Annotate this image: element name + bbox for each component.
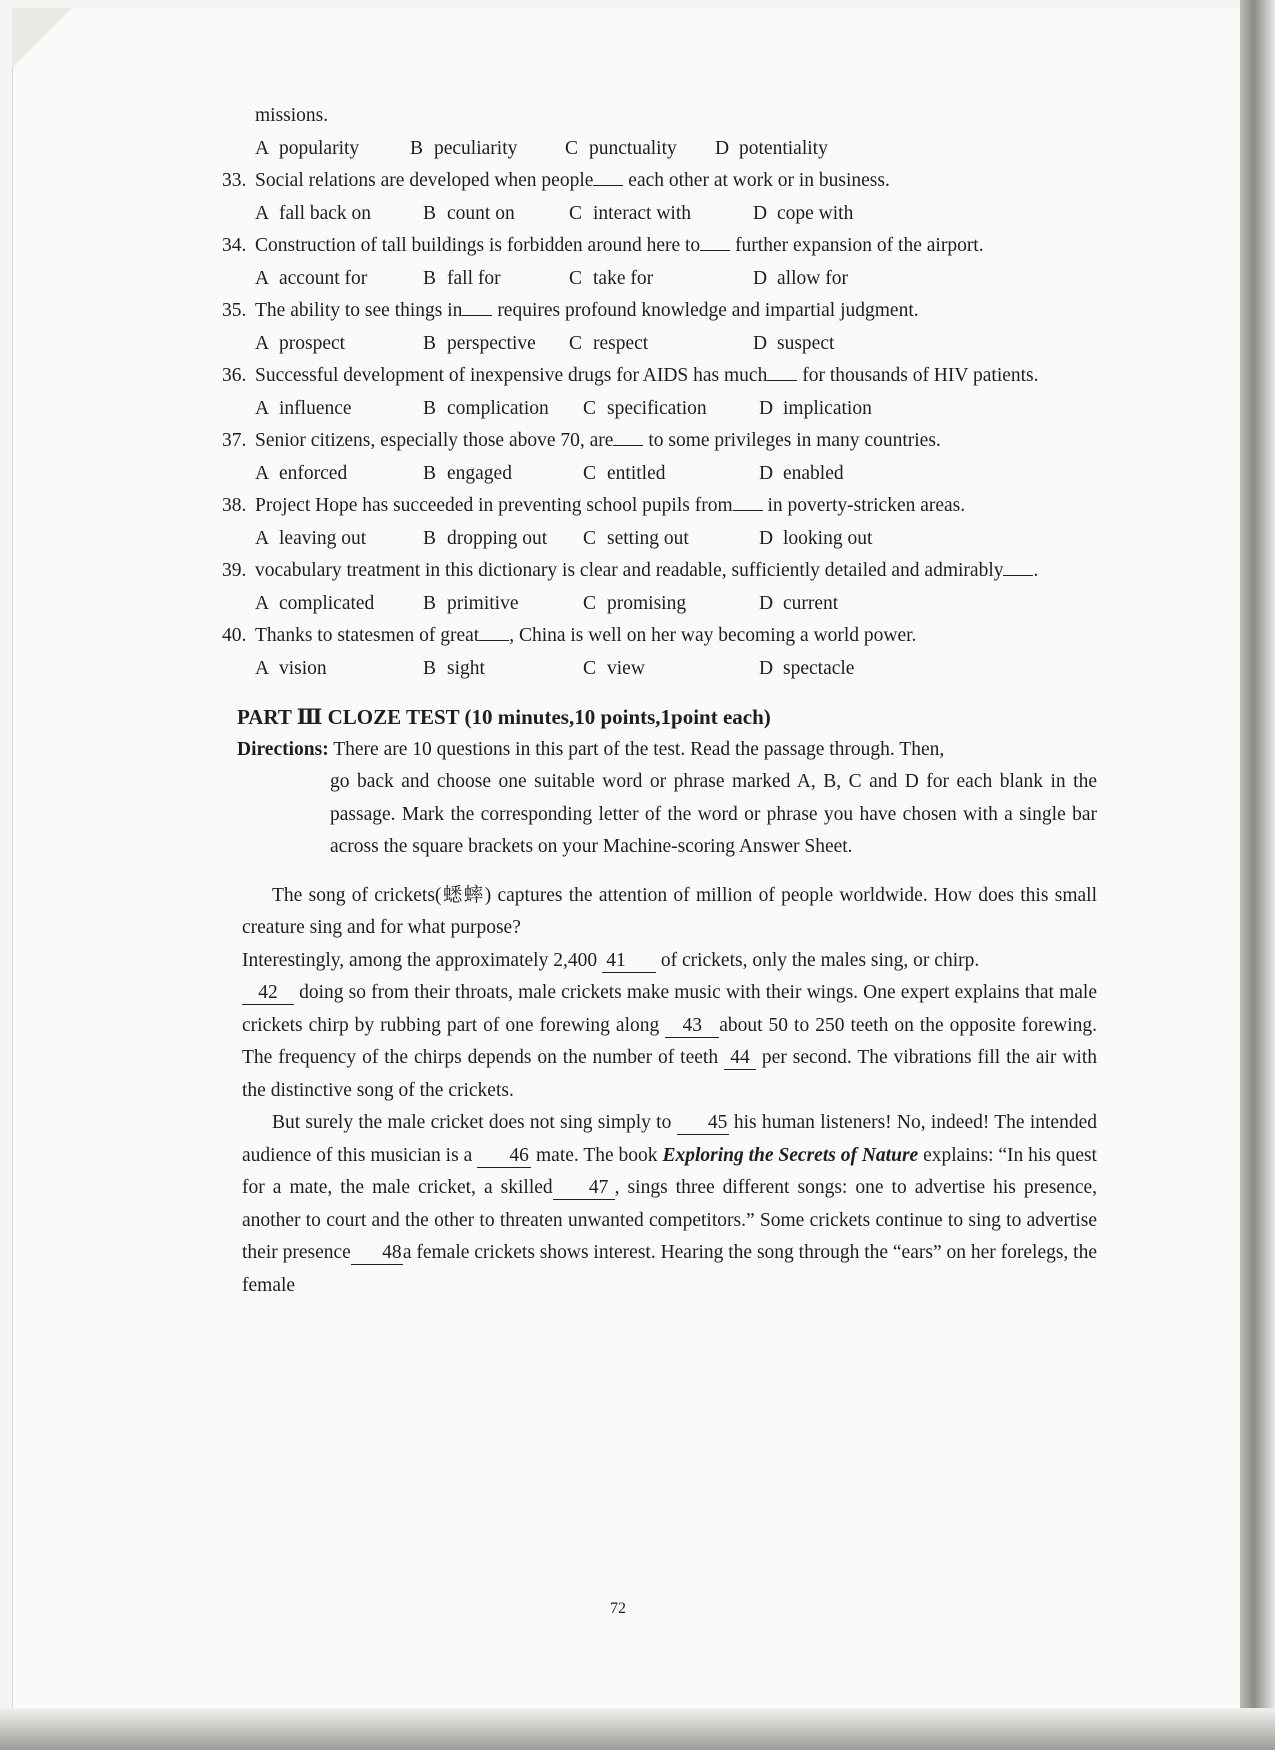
option-c: C view [583, 657, 645, 679]
directions [237, 734, 1097, 864]
question-list [222, 165, 1097, 685]
option-d: D current [759, 592, 839, 614]
question-options [255, 523, 1097, 556]
option-c: C interact with [569, 202, 692, 224]
question-number: 34. [222, 235, 247, 256]
option-c: C punctuality [565, 137, 677, 159]
page-bottom-edge [0, 1708, 1275, 1750]
passage-paragraph-3: 42 doing so from their throats, male crickets make music with their wings. One expert explains that male crickets chirp by rubbing part of one forewing along 43 about 50 to 250 teeth on the opposite forewing. The frequency of the chirps depends on the number of teeth 44 per second. The vibrations fill the air with the distinctive song of the crickets. [242, 982, 1098, 1101]
passage-paragraph-2: Interestingly, among the approximately 2,400 41 of crickets, only the males sing, or chirp. [242, 949, 980, 971]
option-d: D cope with [753, 202, 854, 224]
option-c: C specification [583, 397, 707, 419]
answer-blank [462, 315, 492, 316]
option-b: B complication [423, 397, 549, 419]
option-a: A enforced [255, 462, 348, 484]
option-a: A influence [255, 397, 352, 419]
answer-blank [733, 510, 763, 511]
part-title: PART Ⅲ CLOZE TEST (10 minutes,10 points,1point each) [237, 705, 771, 729]
question-options [255, 328, 1097, 361]
option-c: C entitled [583, 462, 666, 484]
cloze-blank-43: 43 [665, 1015, 719, 1038]
option-b: B count on [423, 202, 515, 224]
option-b: B perspective [423, 332, 536, 354]
option-b: B fall for [423, 267, 501, 289]
question-39 [222, 555, 1097, 620]
page-content [222, 100, 1098, 1302]
option-d: D potentiality [715, 137, 828, 159]
option-d: D allow for [753, 267, 848, 289]
question-stem: 34. Construction of tall buildings is forbidden around here to further expansion of the airport. [255, 230, 1097, 263]
answer-blank [700, 250, 730, 251]
book-title: Exploring the Secrets of Nature [662, 1144, 919, 1166]
cloze-blank-41: 41 [602, 950, 656, 973]
directions-first-line: There are 10 questions in this part of the test. Read the passage through. Then, [328, 738, 945, 760]
cloze-blank-46: 46 [477, 1145, 531, 1168]
question-stem: 33. Social relations are developed when people each other at work or in business. [255, 165, 1097, 198]
answer-blank [593, 185, 623, 186]
option-b: B engaged [423, 462, 512, 484]
option-a: A popularity [255, 137, 360, 159]
cloze-blank-45: 45 [677, 1112, 729, 1135]
option-c: C promising [583, 592, 687, 614]
page-binding-edge [1240, 0, 1275, 1750]
cloze-blank-48: 48 [351, 1242, 403, 1265]
question-number: 38. [222, 495, 247, 516]
cloze-blank-44: 44 [724, 1047, 756, 1070]
option-a: A prospect [255, 332, 346, 354]
question-stem: 37. Senior citizens, especially those above 70, are to some privileges in many countries. [255, 425, 1097, 458]
option-b: B dropping out [423, 527, 548, 549]
option-b: B peculiarity [410, 137, 518, 159]
cloze-passage [242, 880, 1097, 1303]
question-options [255, 263, 1097, 296]
directions-label: Directions: [237, 738, 329, 760]
question-options [255, 198, 1097, 231]
question-options [255, 133, 1097, 166]
question-number: 37. [222, 430, 247, 451]
question-number: 35. [222, 300, 247, 321]
option-c: C take for [569, 267, 654, 289]
question-33 [222, 165, 1097, 230]
option-b: B primitive [423, 592, 519, 614]
answer-blank [1003, 575, 1033, 576]
answer-blank [613, 445, 643, 446]
question-40 [222, 620, 1097, 685]
option-c: C respect [569, 332, 649, 354]
question-number: 40. [222, 625, 247, 646]
question-options [255, 393, 1097, 426]
passage-paragraph-4: But surely the male cricket does not sing simply to 45 his human listeners! No, indeed! The intended audience of this musician is a 46 mate. The book Exploring the Secrets of Nature explains: “In his quest for a mate, the male cricket, a skilled 47 , sings three different songs: one to advertise his presence, another to court and the other to threaten unwanted competitors.” Some crickets continue to sing to advertise their presence 48a female crickets shows interest. Hearing the song through the “ears” on her forelegs, the female [242, 1112, 1098, 1296]
folded-corner [12, 8, 72, 68]
option-d: D spectacle [759, 657, 855, 679]
question-options [255, 588, 1097, 621]
question-options [255, 653, 1097, 686]
option-d: D suspect [753, 332, 835, 354]
question-36 [222, 360, 1097, 425]
question-35 [222, 295, 1097, 360]
option-a: A fall back on [255, 202, 372, 224]
question-stem: 35. The ability to see things in requires profound knowledge and impartial judgment. [255, 295, 1097, 328]
question-text: missions. [255, 105, 329, 126]
option-a: A complicated [255, 592, 375, 614]
answer-blank [767, 380, 797, 381]
directions-body: go back and choose one suitable word or phrase marked A, B, C and D for each blank in the passage. Mark the corresponding letter of the word or phrase you have chosen with a single bar across the square brackets on your Machine-scoring Answer Sheet. [330, 771, 1097, 857]
option-d: D implication [759, 397, 872, 419]
cloze-blank-42: 42 [242, 982, 294, 1005]
question-stem: 39. vocabulary treatment in this dictionary is clear and readable, sufficiently detailed and admirably . [255, 555, 1097, 588]
page-number: 72 [610, 1600, 626, 1617]
option-d: D enabled [759, 462, 844, 484]
question-stem: 38. Project Hope has succeeded in preventing school pupils from in poverty-stricken areas. [255, 490, 1097, 523]
option-c: C setting out [583, 527, 689, 549]
question-32-continuation [255, 100, 1097, 165]
question-number: 33. [222, 170, 247, 191]
cloze-blank-47: 47 [553, 1177, 615, 1200]
answer-blank [479, 640, 509, 641]
passage-paragraph-1: The song of crickets(蟋蟀) captures the attention of million of people worldwide. How does this small creature sing and for what purpose? [242, 884, 1097, 938]
question-38 [222, 490, 1097, 555]
question-stem: 40. Thanks to statesmen of great , China is well on her way becoming a world power. [255, 620, 1097, 653]
option-d: D looking out [759, 527, 873, 549]
option-a: A leaving out [255, 527, 367, 549]
option-a: A vision [255, 657, 327, 679]
question-options [255, 458, 1097, 491]
question-stem: 36. Successful development of inexpensive drugs for AIDS has much for thousands of HIV patients. [255, 360, 1097, 393]
question-number: 36. [222, 365, 247, 386]
option-a: A account for [255, 267, 368, 289]
question-number: 39. [222, 560, 247, 581]
question-34 [222, 230, 1097, 295]
question-37 [222, 425, 1097, 490]
option-b: B sight [423, 657, 485, 679]
